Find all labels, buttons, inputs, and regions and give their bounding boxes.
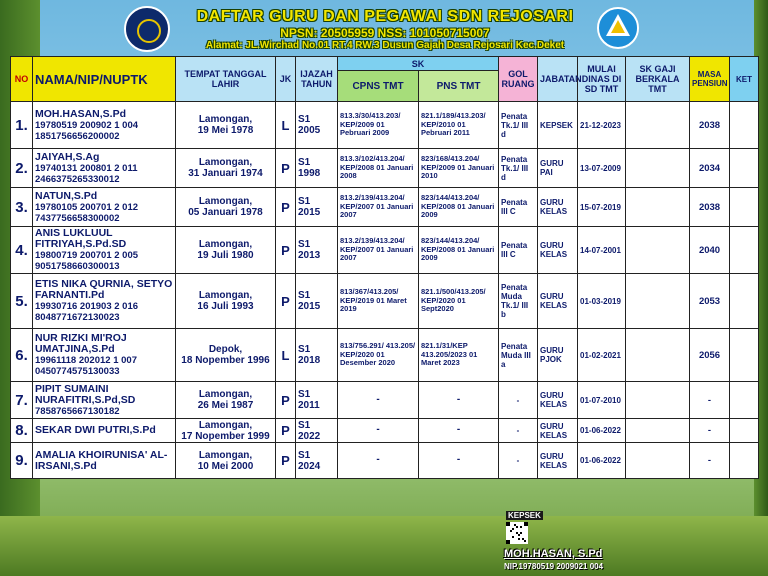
cell-pns: 821.1/500/413.205/ KEP/2020 01 Sept2020 xyxy=(419,274,499,329)
cell-cpns: 813/756.291/ 413.205/ KEP/2020 01 Desember 2020 xyxy=(338,329,419,382)
cell-pns: - xyxy=(419,382,499,419)
cell-jabatan: GURU KELAS xyxy=(538,274,578,329)
cell-jk: L xyxy=(276,329,296,382)
staff-nuptk: 7858765667130182 xyxy=(35,405,120,417)
table-row xyxy=(11,382,759,419)
staff-name: JAIYAH,S.Ag xyxy=(35,150,100,163)
staff-nip: 19800719 200701 2 005 xyxy=(35,250,139,261)
cell-cpns: 813.3/30/413.203/ KEP/2009 01 Pebruari 2009 xyxy=(338,102,419,149)
ijazah-level: S1 xyxy=(298,290,311,301)
qr-module xyxy=(508,542,510,544)
cell-jk: P xyxy=(276,188,296,227)
cell-ket xyxy=(730,102,759,149)
cell-masa: 2034 xyxy=(690,149,730,188)
birth-date: 19 Juli 1980 xyxy=(197,250,254,261)
staff-name: SEKAR DWI PUTRI,S.Pd xyxy=(35,424,156,436)
cell-gol: Penata Muda Tk.1/ III b xyxy=(499,274,538,329)
staff-nip: 19961118 202012 1 007 xyxy=(35,355,137,366)
cell-ttl xyxy=(176,443,276,479)
cell-masa: 2053 xyxy=(690,274,730,329)
cell-skgaji xyxy=(626,274,690,329)
birth-place: Lamongan, xyxy=(198,419,253,431)
cell-cpns: 813.2/139/413.204/ KEP/2007 01 Januari 2007 xyxy=(338,188,419,227)
staff-nuptk: 2466375265330012 xyxy=(35,173,120,185)
cell-ijazah xyxy=(296,188,338,227)
header-jk: JK xyxy=(276,57,296,102)
ijazah-level: S1 xyxy=(298,114,311,125)
cell-no: 3. xyxy=(11,188,33,227)
staff-nip: 19780519 200902 1 004 xyxy=(35,119,139,131)
cell-no: 9. xyxy=(11,443,33,479)
cell-nama xyxy=(33,382,176,419)
qr-module xyxy=(520,526,522,528)
background-ground xyxy=(0,516,768,576)
header-nama: NAMA/NIP/NUPTK xyxy=(33,57,176,102)
cell-nama xyxy=(33,419,176,443)
qr-module xyxy=(512,528,514,530)
cell-no: 7. xyxy=(11,382,33,419)
table-row xyxy=(11,188,759,227)
qr-module xyxy=(510,530,512,532)
cell-no: 8. xyxy=(11,419,33,443)
cell-skgaji xyxy=(626,329,690,382)
qr-module xyxy=(520,532,522,534)
table-row xyxy=(11,102,759,149)
cell-mulai: 14-07-2001 xyxy=(578,227,626,274)
cell-ijazah xyxy=(296,443,338,479)
ijazah-level: S1 xyxy=(298,449,311,461)
cell-ijazah xyxy=(296,102,338,149)
staff-nuptk: 8048771672130023 xyxy=(35,312,120,323)
staff-nip: 19930716 201903 2 016 xyxy=(35,301,139,312)
cell-no: 4. xyxy=(11,227,33,274)
cell-jk: P xyxy=(276,149,296,188)
cell-ttl xyxy=(176,149,276,188)
cell-ttl xyxy=(176,329,276,382)
cell-gol: - xyxy=(499,443,538,479)
qr-code-icon xyxy=(506,522,528,544)
header-cpns: CPNS TMT xyxy=(338,71,419,102)
cell-masa: 2056 xyxy=(690,329,730,382)
cell-jabatan: GURU KELAS xyxy=(538,227,578,274)
school-emblem-icon xyxy=(124,6,170,52)
cell-no: 2. xyxy=(11,149,33,188)
cell-mulai: 01-07-2010 xyxy=(578,382,626,419)
birth-date: 18 Nopember 1996 xyxy=(181,355,270,366)
cell-ket xyxy=(730,227,759,274)
cell-masa: 2038 xyxy=(690,188,730,227)
cell-ijazah xyxy=(296,419,338,443)
ijazah-year: 2005 xyxy=(298,125,321,136)
birth-date: 10 Mei 2000 xyxy=(197,460,254,472)
cell-pns: - xyxy=(419,419,499,443)
cell-ttl xyxy=(176,382,276,419)
cell-gol: Penata Tk.1/ III d xyxy=(499,149,538,188)
cell-jabatan: KEPSEK xyxy=(538,102,578,149)
ijazah-year: 2015 xyxy=(298,301,321,312)
birth-place: Lamongan, xyxy=(198,239,253,250)
cell-cpns: 813.2/139/413.204/ KEP/2007 01 Januari 2007 xyxy=(338,227,419,274)
cell-mulai: 13-07-2009 xyxy=(578,149,626,188)
ijazah-year: 2015 xyxy=(298,207,321,218)
qr-module xyxy=(508,524,510,526)
cell-ket xyxy=(730,274,759,329)
page-title: DAFTAR GURU DAN PEGAWAI SDN REJOSARI xyxy=(196,8,574,25)
cell-jabatan: GURU PAI xyxy=(538,149,578,188)
qr-module xyxy=(518,538,520,540)
birth-place: Lamongan, xyxy=(198,389,253,400)
cell-jabatan: GURU KELAS xyxy=(538,382,578,419)
header-skgaji: SK GAJI BERKALA TMT xyxy=(626,57,690,102)
ijazah-year: 2018 xyxy=(298,355,321,366)
cell-nama xyxy=(33,443,176,479)
cell-ijazah xyxy=(296,227,338,274)
cell-nama xyxy=(33,102,176,149)
cell-ttl xyxy=(176,102,276,149)
ijazah-year: 2022 xyxy=(298,430,321,442)
header-sk: SK xyxy=(338,57,499,71)
ijazah-year: 2013 xyxy=(298,250,321,261)
cell-skgaji xyxy=(626,443,690,479)
birth-date: 16 Juli 1993 xyxy=(197,301,254,312)
table-row xyxy=(11,149,759,188)
qr-module xyxy=(516,526,518,528)
staff-nip: 19780105 200701 2 012 xyxy=(35,201,139,213)
cell-jk: P xyxy=(276,227,296,274)
birth-place: Lamongan, xyxy=(198,290,253,301)
cell-masa: - xyxy=(690,419,730,443)
cell-pns: 821.1/31/KEP 413.205/2023 01 Maret 2023 xyxy=(419,329,499,382)
cell-gol: Penata III C xyxy=(499,227,538,274)
cell-no: 6. xyxy=(11,329,33,382)
birth-date: 19 Mei 1978 xyxy=(197,125,254,136)
signature-label: KEPSEK xyxy=(508,511,541,520)
cell-skgaji xyxy=(626,227,690,274)
cell-ket xyxy=(730,149,759,188)
cell-ttl xyxy=(176,188,276,227)
cell-jk: P xyxy=(276,419,296,443)
signature-nip: NIP.19780519 2009021 004 xyxy=(504,562,604,571)
qr-module xyxy=(524,540,526,542)
cell-no: 5. xyxy=(11,274,33,329)
cell-pns: 821.1/189/413.203/ KEP/2010 01 Pebruari 2011 xyxy=(419,102,499,149)
ijazah-year: 2024 xyxy=(298,460,321,472)
cell-masa: 2038 xyxy=(690,102,730,149)
cell-masa: 2040 xyxy=(690,227,730,274)
cell-ket xyxy=(730,188,759,227)
birth-place: Lamongan, xyxy=(198,114,253,125)
header-mulai: MULAI DINAS DI SD TMT xyxy=(578,57,626,102)
ijazah-level: S1 xyxy=(298,389,311,400)
cell-masa: - xyxy=(690,443,730,479)
staff-nuptk: 9051758660300013 xyxy=(35,261,120,272)
cell-cpns: - xyxy=(338,443,419,479)
header-no: NO xyxy=(11,57,33,102)
birth-place: Lamongan, xyxy=(198,196,253,207)
cell-jabatan: GURU KELAS xyxy=(538,443,578,479)
staff-name: ANIS LUKLUUL FITRIYAH,S.Pd.SD xyxy=(35,227,127,250)
staff-name: NATUN,S.Pd xyxy=(35,189,98,202)
cell-nama xyxy=(33,274,176,329)
cell-jabatan: GURU PJOK xyxy=(538,329,578,382)
cell-pns: 823/144/413.204/ KEP/2008 01 Januari 2009 xyxy=(419,227,499,274)
cell-ket xyxy=(730,443,759,479)
cell-mulai: 01-06-2022 xyxy=(578,443,626,479)
cell-nama xyxy=(33,329,176,382)
header-jabatan: JABATAN xyxy=(538,57,578,102)
cell-jk: P xyxy=(276,382,296,419)
signature-name: MOH.HASAN, S.Pd xyxy=(504,548,603,560)
ijazah-level: S1 xyxy=(298,344,311,355)
cell-jabatan: GURU KELAS xyxy=(538,419,578,443)
cell-ttl xyxy=(176,274,276,329)
header-ttl: TEMPAT TANGGAL LAHIR xyxy=(176,57,276,102)
ijazah-year: 1998 xyxy=(298,168,321,179)
cell-mulai: 01-03-2019 xyxy=(578,274,626,329)
ijazah-level: S1 xyxy=(298,239,311,250)
cell-jabatan: GURU KELAS xyxy=(538,188,578,227)
staff-name: PIPIT SUMAINI NURAFITRI,S.Pd,SD xyxy=(35,382,136,406)
ijazah-year: 2011 xyxy=(298,400,320,411)
birth-place: Depok, xyxy=(208,344,243,355)
cell-skgaji xyxy=(626,188,690,227)
table-row xyxy=(11,274,759,329)
staff-name: MOH.HASAN,S.Pd xyxy=(35,107,127,120)
staff-table xyxy=(10,56,759,479)
cell-gol: - xyxy=(499,382,538,419)
birth-date: 31 Januari 1974 xyxy=(188,168,263,179)
table-row xyxy=(11,227,759,274)
ijazah-level: S1 xyxy=(298,196,311,207)
ijazah-level: S1 xyxy=(298,157,311,168)
cell-gol: - xyxy=(499,419,538,443)
header-masa: MASA PENSIUN xyxy=(690,57,730,102)
staff-name: AMALIA KHOIRUNISA' AL-IRSANI,S.Pd xyxy=(35,448,168,472)
birth-date: 26 Mei 1987 xyxy=(197,400,254,411)
staff-name: ETIS NIKA QURNIA, SETYO FARNANTI.Pd xyxy=(35,278,173,301)
header-pns: PNS TMT xyxy=(419,71,499,102)
cell-gol: Penata Muda III a xyxy=(499,329,538,382)
tut-wuri-handayani-icon xyxy=(596,6,640,50)
staff-table-body xyxy=(11,102,759,479)
cell-mulai: 15-07-2019 xyxy=(578,188,626,227)
table-row xyxy=(11,443,759,479)
cell-cpns: - xyxy=(338,419,419,443)
qr-module xyxy=(526,524,528,526)
qr-module xyxy=(518,534,520,536)
page-header xyxy=(0,0,768,56)
table-row xyxy=(11,419,759,443)
header-ijazah: IJAZAH TAHUN xyxy=(296,57,338,102)
cell-skgaji xyxy=(626,102,690,149)
cell-gol: Penata Tk.1/ III d xyxy=(499,102,538,149)
address-line: Alamat: JL.Wirchad No.01 RT.4 RW.3 Dusun Gajah Desa Rejosari Kec.Deket xyxy=(205,40,565,51)
cell-mulai: 21-12-2023 xyxy=(578,102,626,149)
cell-ttl xyxy=(176,227,276,274)
cell-mulai: 01-06-2022 xyxy=(578,419,626,443)
staff-nuptk: 1851756656200002 xyxy=(35,130,120,142)
qr-module xyxy=(512,536,514,538)
birth-place: Lamongan, xyxy=(198,449,253,461)
cell-ttl xyxy=(176,419,276,443)
staff-name: NUR RIZKI MI'ROJ UMATJINA,S.Pd xyxy=(35,332,127,355)
cell-mulai: 01-02-2021 xyxy=(578,329,626,382)
cell-skgaji xyxy=(626,419,690,443)
cell-jk: L xyxy=(276,102,296,149)
staff-nuptk: 7437756658300002 xyxy=(35,212,120,224)
cell-cpns: 813/367/413.205/ KEP/2019 01 Maret 2019 xyxy=(338,274,419,329)
table-row xyxy=(11,329,759,382)
cell-ket xyxy=(730,329,759,382)
cell-masa: - xyxy=(690,382,730,419)
cell-jk: P xyxy=(276,274,296,329)
staff-nuptk: 0450774575130033 xyxy=(35,366,120,377)
cell-ijazah xyxy=(296,382,338,419)
cell-nama xyxy=(33,227,176,274)
cell-jk: P xyxy=(276,443,296,479)
header-ket: KET xyxy=(730,57,759,102)
cell-ket xyxy=(730,419,759,443)
cell-pns: 823/144/413.204/ KEP/2008 01 Januari 2009 xyxy=(419,188,499,227)
cell-ijazah xyxy=(296,274,338,329)
cell-pns: - xyxy=(419,443,499,479)
cell-cpns: - xyxy=(338,382,419,419)
cell-nama xyxy=(33,188,176,227)
cell-skgaji xyxy=(626,149,690,188)
cell-gol: Penata III C xyxy=(499,188,538,227)
cell-ijazah xyxy=(296,149,338,188)
cell-cpns: 813.3/102/413.204/ KEP/2008 01 Januari 2008 xyxy=(338,149,419,188)
header-gol: GOL RUANG xyxy=(499,57,538,102)
birth-date: 17 Nopember 1999 xyxy=(181,430,270,442)
npsn-nss-line: NPSN: 20505959 NSS: 101050715007 xyxy=(280,26,490,40)
cell-ijazah xyxy=(296,329,338,382)
birth-date: 05 Januari 1978 xyxy=(188,207,263,218)
cell-ket xyxy=(730,382,759,419)
staff-nip: 19740131 200801 2 011 xyxy=(35,162,138,174)
cell-no: 1. xyxy=(11,102,33,149)
cell-skgaji xyxy=(626,382,690,419)
birth-place: Lamongan, xyxy=(198,157,253,168)
cell-pns: 823/168/413.204/ KEP/2009 01 Januari 2010 xyxy=(419,149,499,188)
cell-nama xyxy=(33,149,176,188)
ijazah-level: S1 xyxy=(298,419,311,431)
